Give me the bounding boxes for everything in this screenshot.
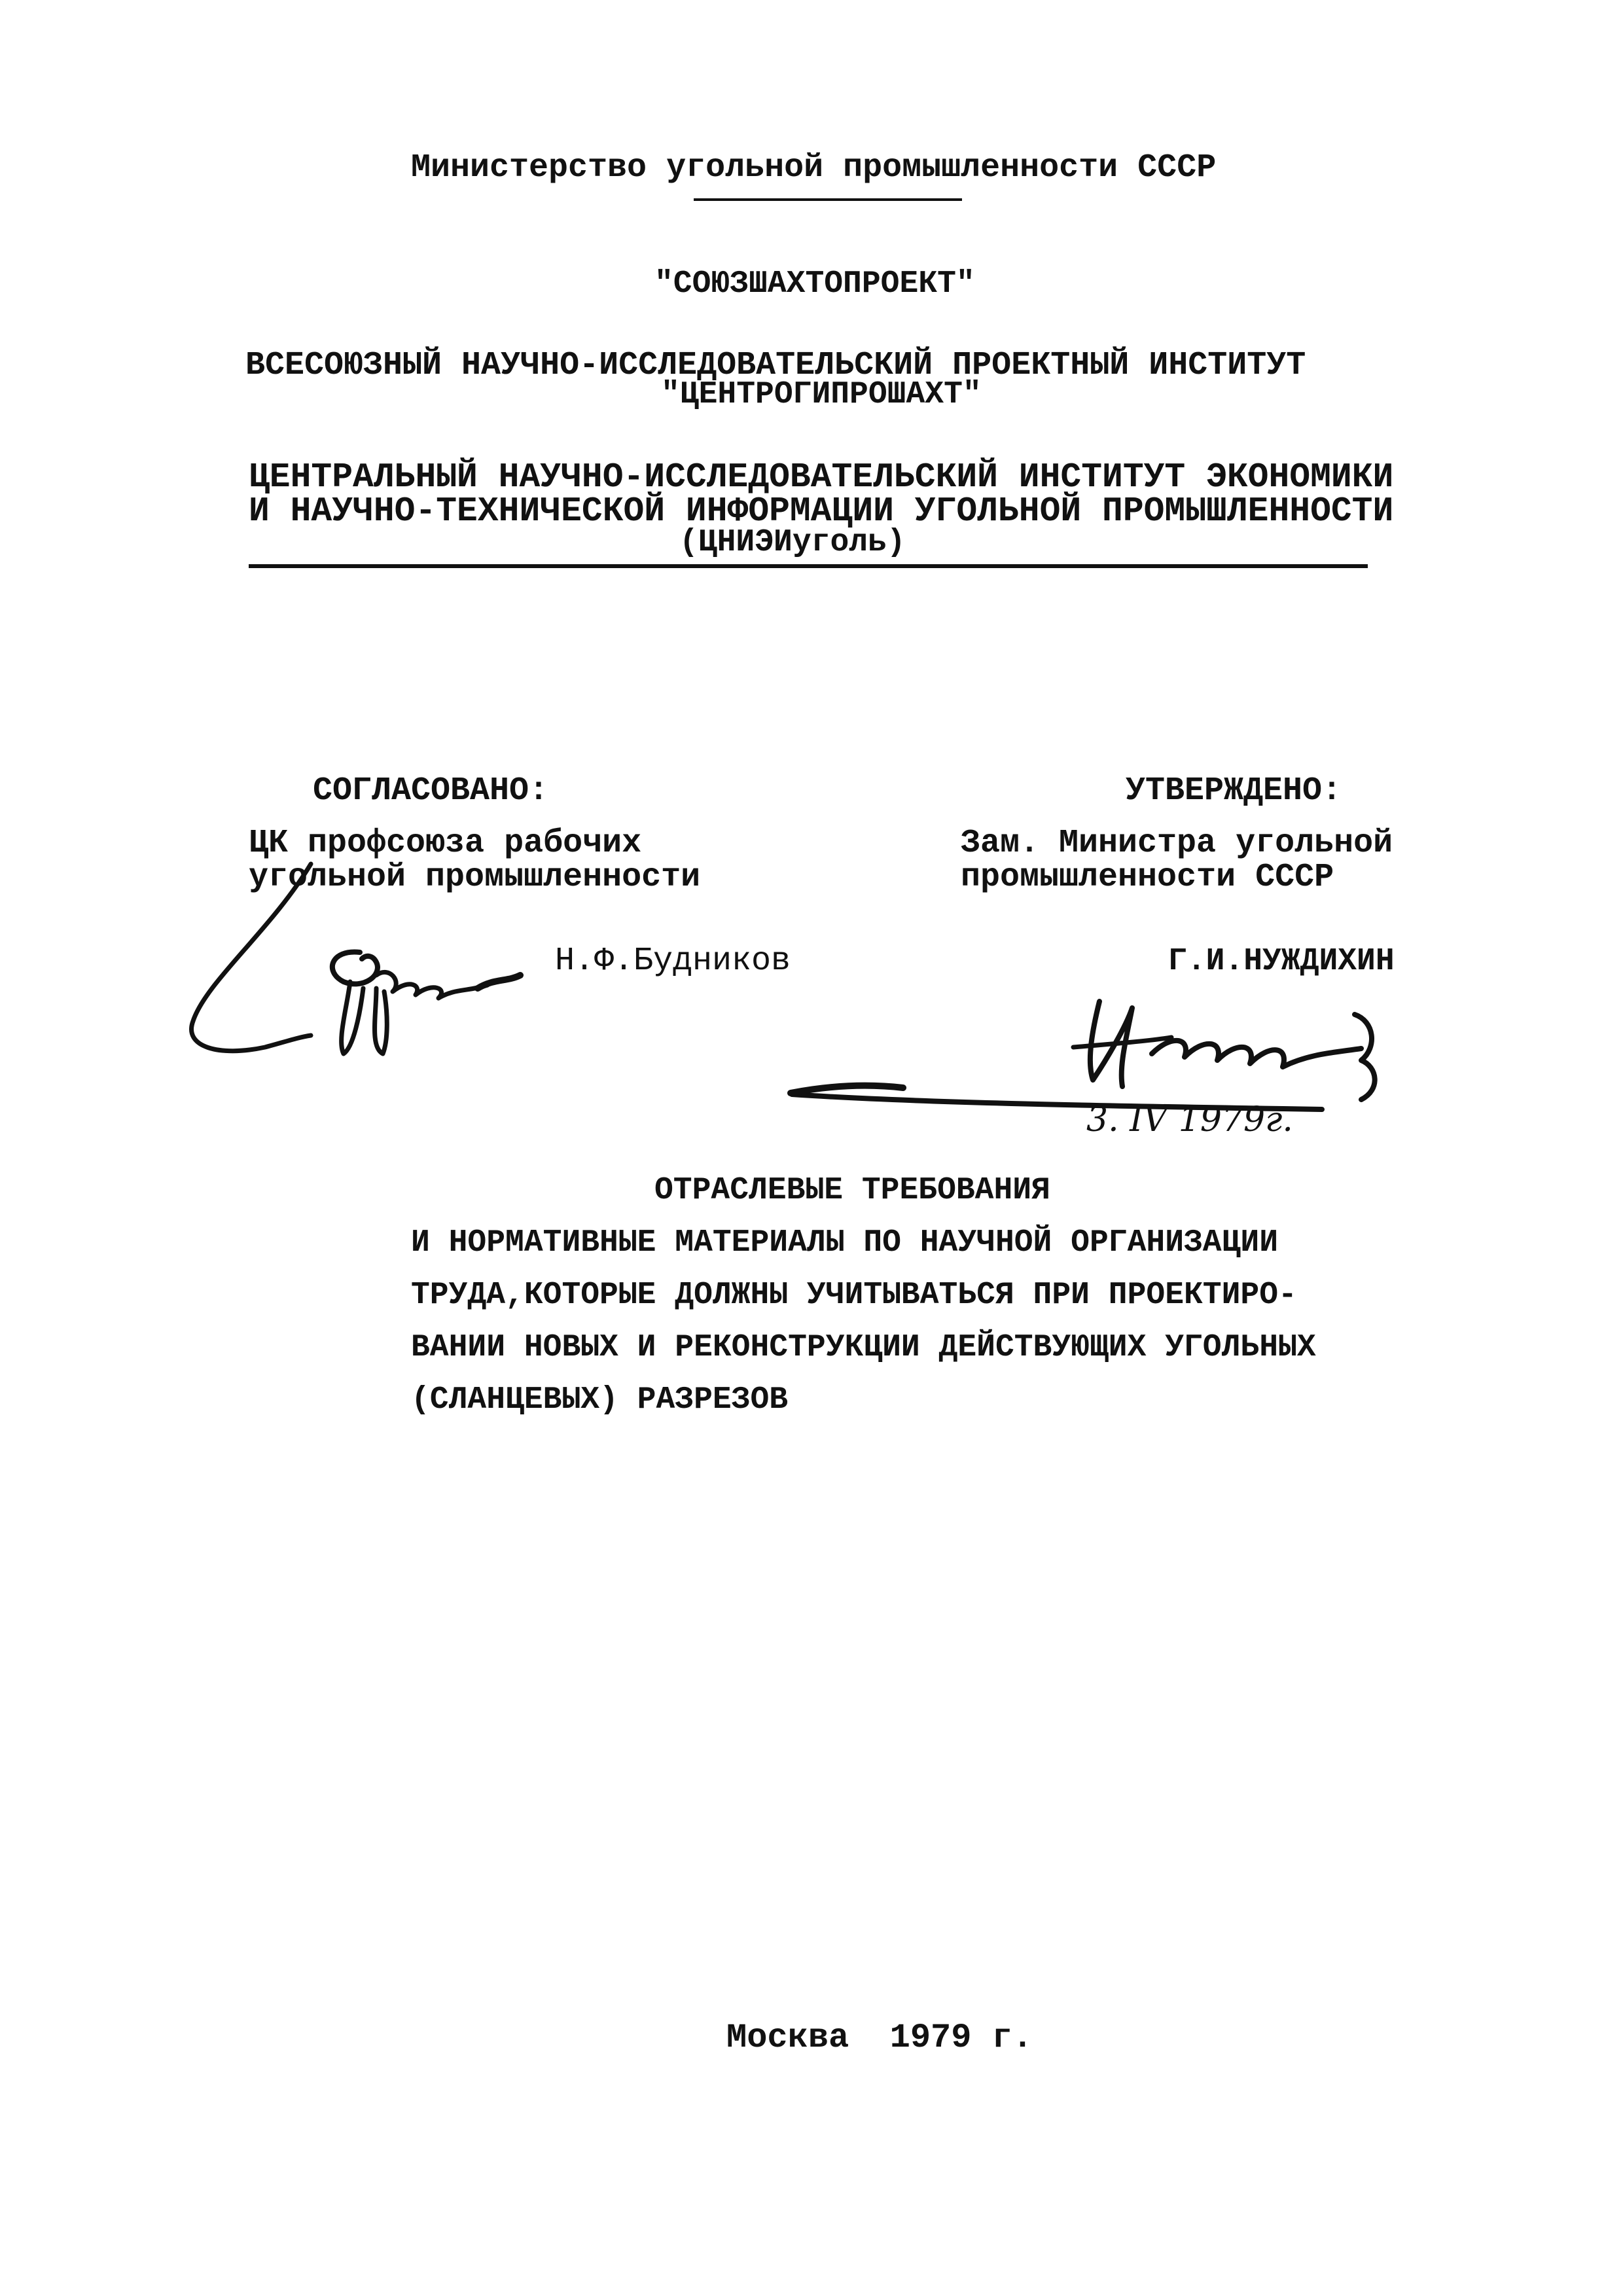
central-institute-line-3: (ЦНИЭИуголь) — [679, 525, 906, 560]
institute-line-2: "ЦЕНТРОГИПРОШАХТ" — [661, 377, 982, 412]
document-title-line-5: (СЛАНЦЕВЫХ) РАЗРЕЗОВ — [411, 1382, 789, 1418]
header-divider — [249, 564, 1368, 568]
agreed-org-line-2: угольной промышленности — [249, 859, 701, 896]
agreed-org-line-1: ЦК профсоюза рабочих — [249, 825, 642, 862]
approved-position-line-2: промышленности СССР — [961, 859, 1334, 896]
agreed-heading: СОГЛАСОВАНО: — [313, 772, 549, 810]
approved-position-line-1: Зам. Министра угольной — [961, 825, 1393, 862]
document-title-line-2: И НОРМАТИВНЫЕ МАТЕРИАЛЫ ПО НАУЧНОЙ ОРГАНИЗАЦИИ — [411, 1225, 1279, 1261]
ministry-underline — [694, 198, 962, 201]
ministry-title: Министерство угольной промышленности СССР — [411, 149, 1217, 187]
agreed-signatory-name: Н.Ф.Будников — [555, 942, 791, 980]
place-and-year: Москва 1979 г. — [726, 2018, 1033, 2057]
agreed-signature — [180, 851, 546, 1060]
central-institute-line-1: ЦЕНТРАЛЬНЫЙ НАУЧНО-ИССЛЕДОВАТЕЛЬСКИЙ ИНСТИТУТ ЭКОНОМИКИ — [249, 457, 1394, 497]
approved-signatory-name: Г.И.НУЖДИХИН — [1168, 944, 1395, 979]
organization-name: "СОЮЗШАХТОПРОЕКТ" — [654, 266, 975, 302]
approval-date: 3. IV 1979г. — [1086, 1100, 1293, 1139]
central-institute-line-2: И НАУЧНО-ТЕХНИЧЕСКОЙ ИНФОРМАЦИИ УГОЛЬНОЙ ПРОМЫШЛЕННОСТИ — [249, 492, 1394, 531]
document-title-line-1: ОТРАСЛЕВЫЕ ТРЕБОВАНИЯ — [654, 1173, 1050, 1208]
document-title-line-4: ВАНИИ НОВЫХ И РЕКОНСТРУКЦИИ ДЕЙСТВУЮЩИХ УГОЛЬНЫХ — [411, 1330, 1316, 1365]
institute-line-1: ВСЕСОЮЗНЫЙ НАУЧНО-ИССЛЕДОВАТЕЛЬСКИЙ ПРОЕКТНЫЙ ИНСТИТУТ — [245, 347, 1306, 384]
approved-heading: УТВЕРЖДЕНО: — [1126, 772, 1342, 810]
document-title-line-3: ТРУДА,КОТОРЫЕ ДОЛЖНЫ УЧИТЫВАТЬСЯ ПРИ ПРОЕКТИРО- — [411, 1278, 1297, 1313]
